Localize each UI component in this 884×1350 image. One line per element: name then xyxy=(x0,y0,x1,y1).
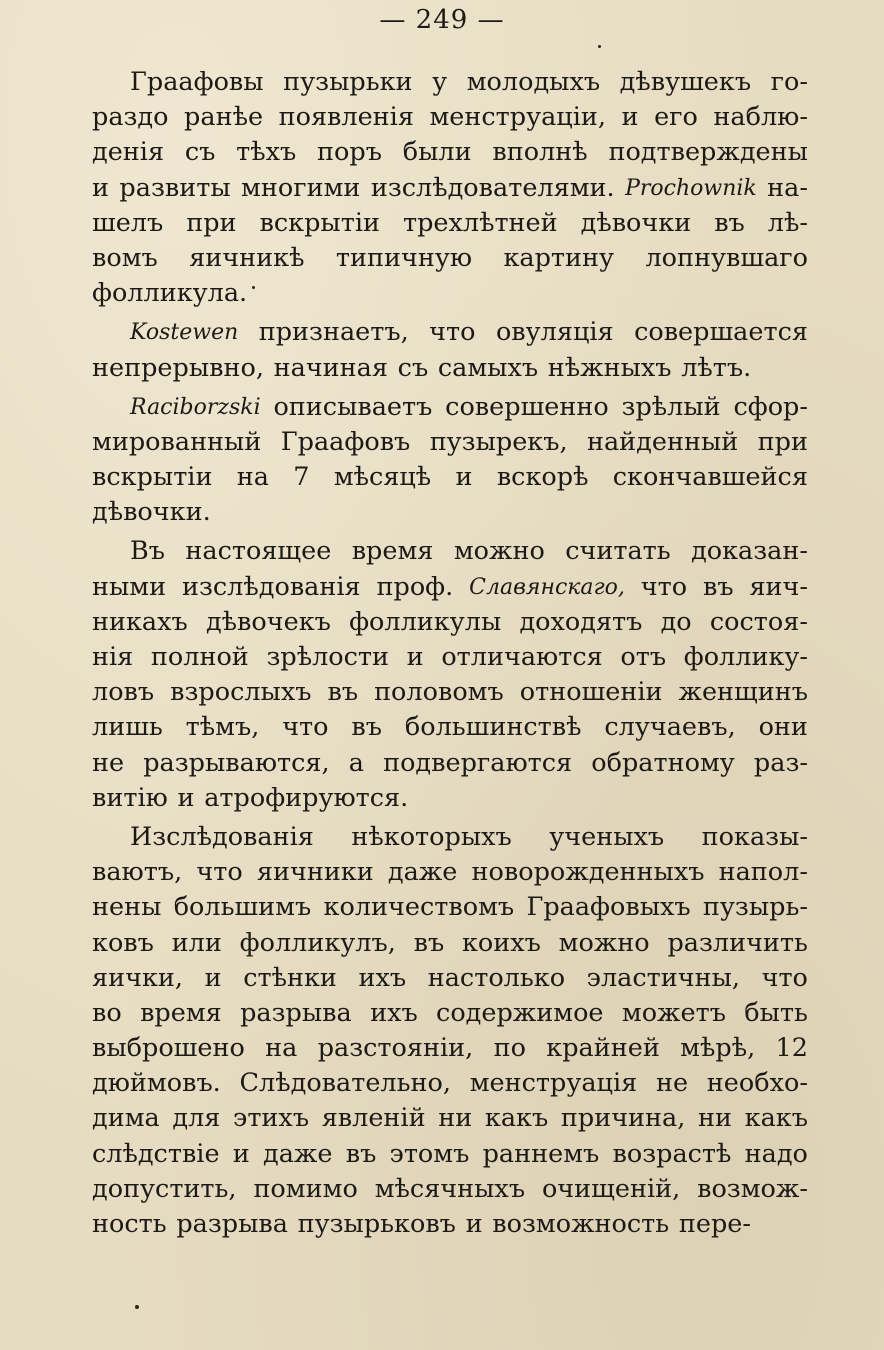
word: большимъ xyxy=(173,892,312,923)
word: ихъ xyxy=(358,962,407,993)
word: отъ xyxy=(620,642,667,672)
word: менструаціи, xyxy=(429,102,606,133)
text-line xyxy=(92,746,808,781)
word: въ xyxy=(345,1138,377,1169)
word: даже xyxy=(263,1138,333,1169)
word: фолликула. xyxy=(92,278,248,309)
word: въ xyxy=(351,712,382,743)
word: и xyxy=(455,462,473,493)
word: и xyxy=(177,782,195,813)
word: для xyxy=(172,1103,221,1134)
word: овуляція xyxy=(495,317,614,348)
word: типичную xyxy=(335,242,473,273)
word: вомъ xyxy=(92,242,158,273)
text-line xyxy=(92,1031,808,1066)
ink-speck xyxy=(598,45,601,48)
word: или xyxy=(171,927,222,958)
word: совершается xyxy=(634,317,808,348)
word: и xyxy=(465,1209,483,1239)
word: лѣтъ. xyxy=(681,352,752,383)
paragraph xyxy=(92,820,808,1242)
word: самыхъ xyxy=(437,352,539,383)
text-line xyxy=(92,534,808,569)
word: описываетъ xyxy=(273,391,433,422)
word: что xyxy=(761,962,808,993)
word: го- xyxy=(770,67,808,97)
word: ковъ xyxy=(92,927,154,958)
paragraph xyxy=(92,65,808,311)
word: нѣжныхъ xyxy=(547,352,672,383)
text-line xyxy=(92,135,808,170)
word: во xyxy=(92,997,122,1028)
word: количествомъ xyxy=(323,892,515,923)
word: допустить, xyxy=(92,1173,237,1204)
word: пузырьки xyxy=(283,67,413,97)
word: мѣсячныхъ xyxy=(374,1173,526,1204)
word: очищеній, xyxy=(541,1173,681,1204)
word: въ xyxy=(702,571,734,602)
word: мированный xyxy=(92,426,262,457)
paragraph xyxy=(92,315,808,385)
word: на xyxy=(236,462,269,493)
word: въ xyxy=(413,927,445,958)
text-line xyxy=(92,781,808,816)
text-line xyxy=(92,241,808,276)
word: лѣ- xyxy=(767,207,808,238)
text-line xyxy=(92,640,808,675)
word: ранѣе xyxy=(184,102,264,133)
word: коихъ xyxy=(461,927,541,958)
word: фолликулы xyxy=(349,606,502,637)
word: этихъ xyxy=(233,1103,310,1134)
word: наблю- xyxy=(713,102,808,133)
word: доходятъ xyxy=(519,606,643,637)
word: показы- xyxy=(701,821,808,852)
word: найденный xyxy=(586,426,739,457)
word: ихъ xyxy=(370,997,418,1028)
word: причина, xyxy=(560,1103,686,1134)
word: и xyxy=(204,962,222,993)
word: зрѣлости xyxy=(266,642,390,672)
text-line xyxy=(92,855,808,890)
word: отношеніи xyxy=(519,677,663,708)
word: явленій xyxy=(321,1103,426,1134)
word: обратному xyxy=(591,747,735,778)
word: новорожденныхъ xyxy=(471,857,705,888)
word: состоя- xyxy=(709,606,808,637)
text-line xyxy=(92,65,808,100)
paragraph xyxy=(92,390,808,531)
text-line xyxy=(92,605,808,640)
word: настоящее xyxy=(185,536,332,567)
word: шелъ xyxy=(92,207,164,238)
word: раздо xyxy=(92,102,169,133)
text-line xyxy=(92,460,808,495)
word: разрыва xyxy=(176,1209,288,1239)
word: съ xyxy=(397,352,429,383)
word: совершенно xyxy=(445,391,609,422)
text-line xyxy=(92,315,808,350)
word: Въ xyxy=(130,536,165,567)
word: эластичны, xyxy=(586,962,740,993)
word: молодыхъ xyxy=(466,67,601,97)
word: при xyxy=(186,207,237,238)
word: большинствѣ xyxy=(404,712,582,743)
word: стѣнки xyxy=(243,962,337,993)
word: фолликулъ, xyxy=(239,927,396,958)
word: были xyxy=(402,137,472,168)
word: 12 xyxy=(775,1033,808,1064)
word: нія xyxy=(92,642,134,672)
word: не xyxy=(92,747,125,778)
word: что xyxy=(640,571,688,602)
word: можно xyxy=(558,927,650,958)
word: тѣмъ, xyxy=(185,712,260,743)
text-line xyxy=(92,890,808,925)
word: быть xyxy=(744,997,808,1028)
word: изслѣдователями. xyxy=(370,172,615,203)
word: непрерывно, xyxy=(92,352,264,383)
word: съ xyxy=(184,137,216,168)
word: вскрытіи xyxy=(259,207,380,238)
paragraph xyxy=(92,534,808,816)
word: Kostewen xyxy=(130,320,239,346)
word: и xyxy=(621,102,639,133)
word: взрослыхъ xyxy=(170,677,312,708)
word: пузырекъ, xyxy=(429,426,568,457)
word: мѣрѣ, xyxy=(680,1033,756,1064)
word: подвергаются xyxy=(383,747,573,778)
word: настолько xyxy=(427,962,566,993)
word: надо xyxy=(744,1138,808,1169)
word: этомъ xyxy=(389,1138,470,1169)
word: дѣвочки xyxy=(580,207,692,238)
word: тѣхъ xyxy=(236,137,297,168)
word: Славянскаго, xyxy=(469,574,625,600)
word: ученыхъ xyxy=(549,821,665,852)
word: время xyxy=(140,997,222,1028)
word: ловъ xyxy=(92,677,155,708)
word: яичники xyxy=(256,857,374,888)
word: до xyxy=(660,606,692,637)
word: ваютъ, xyxy=(92,857,183,888)
text-line xyxy=(92,961,808,996)
word: изслѣдованія xyxy=(182,571,361,602)
word: и xyxy=(92,172,109,203)
text-line xyxy=(92,425,808,460)
word: трехлѣтней xyxy=(402,207,558,238)
word: разстояніи, xyxy=(317,1033,474,1064)
word: витію xyxy=(92,782,168,813)
word: Слѣдовательно, xyxy=(239,1068,451,1099)
word: даже xyxy=(387,857,458,888)
word: яич- xyxy=(749,571,808,602)
word: проф. xyxy=(376,571,454,602)
word: разрываются, xyxy=(143,747,330,778)
word: возрастѣ xyxy=(612,1138,732,1169)
text-line xyxy=(92,675,808,710)
text-line xyxy=(92,351,808,386)
word: не xyxy=(655,1068,689,1099)
word: доказан- xyxy=(691,536,808,567)
word: никахъ xyxy=(92,606,188,637)
word: ни xyxy=(438,1103,473,1134)
text-line xyxy=(92,710,808,745)
word: яичникѣ xyxy=(189,242,305,273)
word: половомъ xyxy=(374,677,504,708)
word: 7 xyxy=(293,462,310,493)
word: Изслѣдованія xyxy=(130,821,314,852)
word: яички, xyxy=(92,962,183,993)
word: Граафовъ xyxy=(280,426,411,457)
text-line xyxy=(92,1137,808,1172)
word: помимо xyxy=(253,1173,358,1204)
word: раз- xyxy=(753,747,808,778)
text-line xyxy=(92,926,808,961)
text-line xyxy=(92,1172,808,1207)
word: ными xyxy=(92,571,167,602)
word: въ xyxy=(714,207,745,238)
word: скончавшейся xyxy=(612,462,808,493)
word: дима xyxy=(92,1103,160,1134)
word: дѣвушекъ xyxy=(619,67,752,97)
word: пузырьковъ xyxy=(297,1209,456,1239)
word: на xyxy=(265,1033,298,1064)
ink-speck xyxy=(252,286,255,289)
word: слѣдствіе xyxy=(92,1138,220,1169)
word: фоллику- xyxy=(683,642,808,672)
word: картину xyxy=(503,242,615,273)
word: необхо- xyxy=(706,1068,808,1099)
word: отличаются xyxy=(441,642,603,672)
word: можно xyxy=(453,536,545,567)
word: нены xyxy=(92,892,162,923)
word: нѣкоторыхъ xyxy=(351,821,512,852)
word: напол- xyxy=(718,857,808,888)
word: дюймовъ. xyxy=(92,1068,221,1099)
word: у xyxy=(432,67,448,97)
word: возможность xyxy=(492,1209,670,1239)
word: вполнѣ xyxy=(492,137,588,168)
ink-speck xyxy=(135,1305,139,1309)
word: многими xyxy=(241,172,361,203)
page-number: — 249 — xyxy=(379,5,505,35)
word: менструація xyxy=(469,1068,638,1099)
word: ни xyxy=(698,1103,733,1134)
word: лишь xyxy=(92,712,163,743)
word: они xyxy=(758,712,808,743)
word: крайней xyxy=(546,1033,660,1064)
text-line xyxy=(92,206,808,241)
word: на- xyxy=(767,172,808,203)
word: зрѣлый xyxy=(621,391,721,422)
word: содержимое xyxy=(436,997,604,1028)
word: мѣсяцѣ xyxy=(333,462,432,493)
word: сфор- xyxy=(733,391,808,422)
word: какъ xyxy=(484,1103,549,1134)
word: и xyxy=(232,1138,250,1169)
word: начиная xyxy=(273,352,388,383)
word: Raciborzski xyxy=(130,394,261,420)
word: что xyxy=(196,857,243,888)
word: пузырь- xyxy=(702,892,808,923)
word: дѣвочки. xyxy=(92,497,211,528)
text-line xyxy=(92,495,808,530)
word: что xyxy=(429,317,476,348)
word: женщинъ xyxy=(678,677,808,708)
word: ность xyxy=(92,1209,167,1239)
word: подтверждены xyxy=(608,137,808,168)
word: считать xyxy=(565,536,671,567)
word: при xyxy=(757,426,808,457)
word: выброшено xyxy=(92,1033,245,1064)
word: атрофируются. xyxy=(204,782,409,813)
word: Граафовыхъ xyxy=(526,892,691,923)
text-line xyxy=(92,276,808,311)
word: полной xyxy=(150,642,249,672)
text-line xyxy=(92,820,808,855)
word: по xyxy=(493,1033,526,1064)
word: Граафовы xyxy=(130,67,264,97)
text-line xyxy=(92,171,808,206)
text-line xyxy=(92,100,808,135)
word: пере- xyxy=(678,1209,751,1239)
text-line xyxy=(92,996,808,1031)
word: Prochownik xyxy=(625,175,757,201)
text-line xyxy=(92,570,808,605)
text-line xyxy=(92,1101,808,1136)
body-text xyxy=(92,65,808,1242)
word: дѣвочекъ xyxy=(205,606,331,637)
word: поръ xyxy=(317,137,382,168)
word: въ xyxy=(327,677,359,708)
word: можетъ xyxy=(621,997,726,1028)
word: вскрытіи xyxy=(92,462,213,493)
text-line xyxy=(92,1066,808,1101)
word: вскорѣ xyxy=(496,462,589,493)
word: что xyxy=(282,712,329,743)
word: раннемъ xyxy=(482,1138,600,1169)
text-line xyxy=(92,1207,808,1242)
word: случаевъ, xyxy=(604,712,736,743)
word: развиты xyxy=(119,172,231,203)
word: признаетъ, xyxy=(258,317,409,348)
word: различить xyxy=(667,927,808,958)
word: разрыва xyxy=(240,997,352,1028)
word: денія xyxy=(92,137,165,168)
word: какъ xyxy=(744,1103,808,1134)
word: время xyxy=(351,536,434,567)
word: его xyxy=(654,102,698,133)
word: возмож- xyxy=(697,1173,808,1204)
word: лопнувшаго xyxy=(645,242,808,273)
text-line xyxy=(92,390,808,425)
word: и xyxy=(406,642,424,672)
word: появленія xyxy=(278,102,414,133)
word: а xyxy=(348,747,364,778)
